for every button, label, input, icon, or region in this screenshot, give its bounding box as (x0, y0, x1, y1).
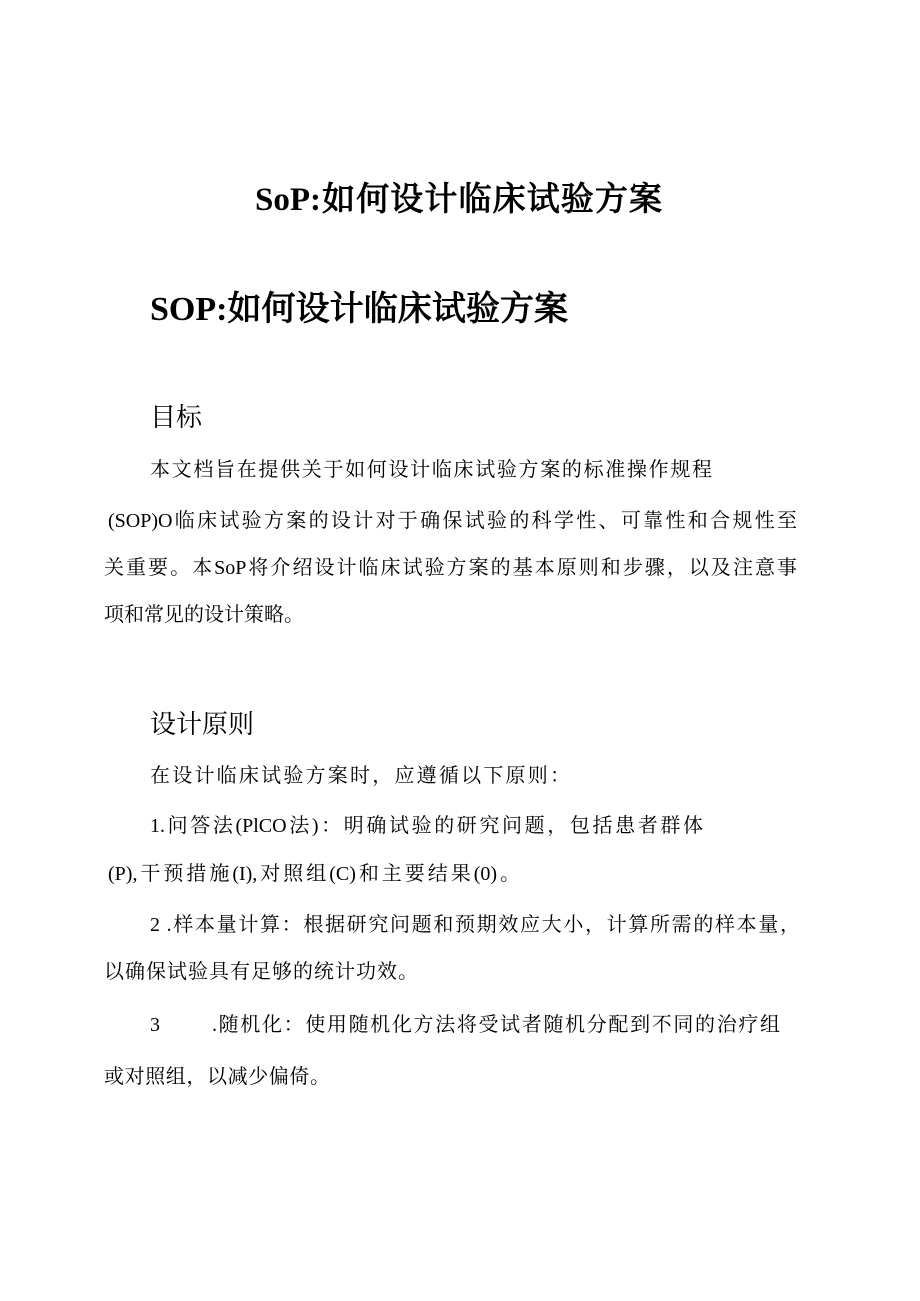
paragraph-line: 关重要。本SoP将介绍设计临床试验方案的基本原则和步骤，以及注意事 (104, 557, 797, 579)
document-title: SOP:如何设计临床试验方案 (150, 291, 568, 328)
paragraph-line: 项和常见的设计策略。 (104, 604, 304, 626)
list-item-line: 2 .样本量计算：根据研究问题和预期效应大小，计算所需的样本量， (150, 914, 800, 936)
section-heading-design-principles: 设计原则 (150, 710, 255, 740)
list-item-line: 以确保试验具有足够的统计功效。 (104, 961, 418, 983)
list-item-line: 或对照组，以减少偏倚。 (104, 1066, 330, 1088)
paragraph-line: (SOP)O临床试验方案的设计对于确保试验的科学性、可靠性和合规性至 (108, 510, 797, 532)
section-intro: 在设计临床试验方案时，应遵循以下原则： (150, 765, 570, 787)
list-item-number: 3 (150, 1014, 160, 1036)
paragraph-line: 本文档旨在提供关于如何设计临床试验方案的标准操作规程 (150, 459, 712, 481)
list-item-line: .随机化：使用随机化方法将受试者随机分配到不同的治疗组 (212, 1014, 780, 1036)
list-item-line: (P),干预措施(I),对照组(C)和主要结果(0)。 (108, 863, 520, 885)
list-item-line: 1.问答法(PlCO法)：明确试验的研究问题，包括患者群体 (150, 815, 703, 837)
page-header-title: SoP:如何设计临床试验方案 (255, 182, 662, 218)
section-heading-objective: 目标 (150, 403, 203, 433)
